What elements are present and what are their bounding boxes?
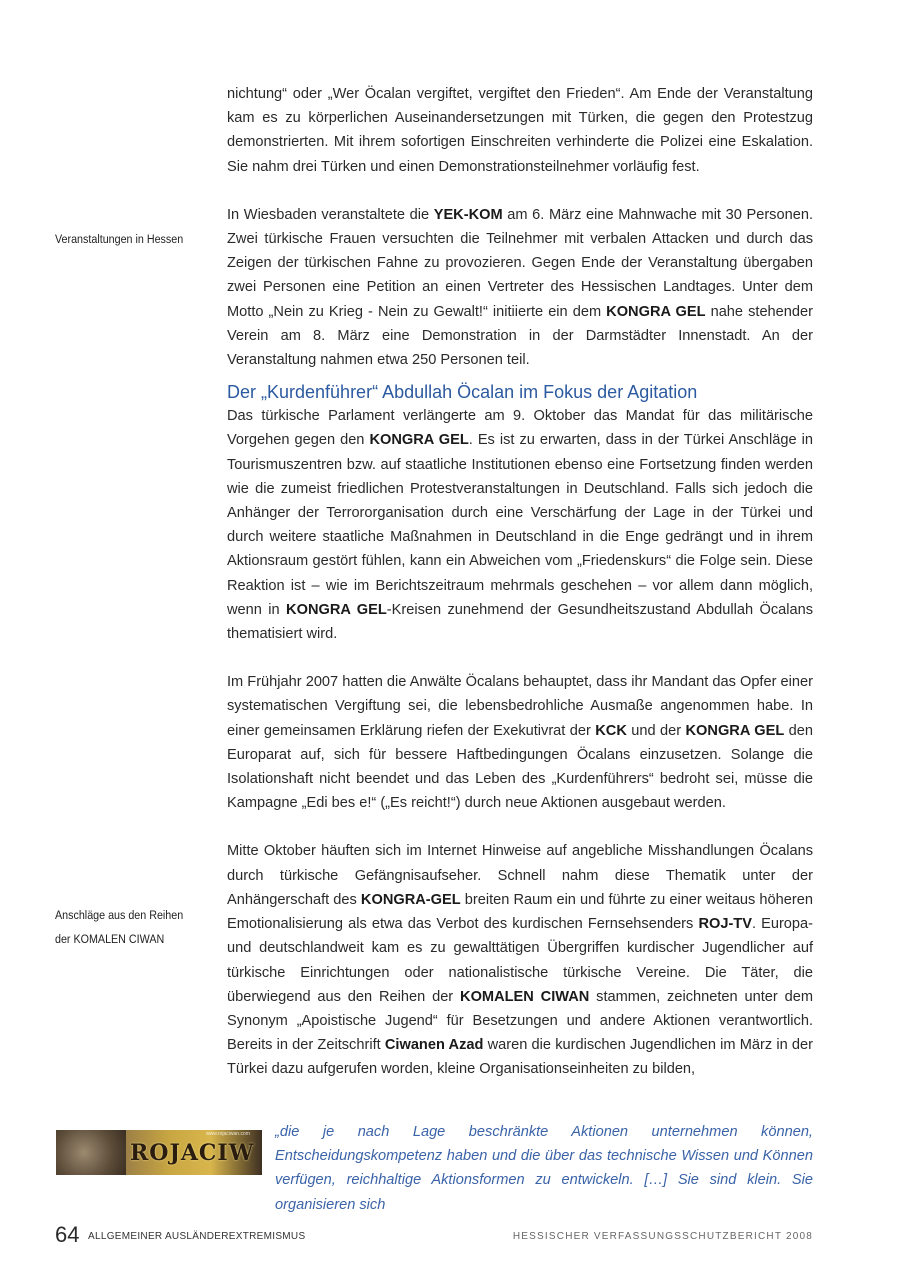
banner-logo-text: ROJACIW (130, 1140, 255, 1166)
margin-note-line1: Anschläge aus den Reihen (55, 908, 184, 922)
block-quote: „die je nach Lage beschränkte Aktionen unternehmen können, Entscheidungskompetenz haben und die über das technische Wissen und Können verfügen, reichhaltige Aktionsformen zu entwickeln. […] Sie sind klein. Sie organisieren sich (275, 1124, 813, 1213)
margin-note-line2: der KOMALEN CIWAN (55, 932, 165, 946)
paragraph-3: Das türkische Parlament verlängerte am 9. Oktober das Mandat für das militärische Vorgehen gegen den KONGRA GEL. Es ist zu erwarten, dass in der Türkei Anschläge in Tourismuszentren bzw. auf staatliche Institutionen ebenso eine Fortsetzung finden werden wie die zumeist friedlichen Protestveranstaltungen in Deutschland. Falls sich jedoch die Anhänger der Terrororganisation durch eine Verschärfung der Lage in der Türkei und durch weitere staatliche Maßnahmen in Deutschland in die Enge gedrängt und in ihrem Aktionsraum gestört fühlen, kann ein Abweichen vom „Friedenskurs“ die Folge sein. Diese Reaktion ist – wie im Berichtszeitraum mehrmals geschehen – vor allem dann möglich, wenn in KONGRA GEL-Kreisen zunehmend der Gesundheitszustand Abdullah Öcalans thematisiert wird. (227, 408, 814, 643)
margin-note-komalen (55, 903, 196, 951)
page-number: 64 (55, 1222, 80, 1247)
rojaciwan-banner-image (56, 1130, 262, 1175)
footer-publication-title: HESSISCHER VERFASSUNGSSCHUTZBERICHT 2008 (512, 1231, 813, 1242)
paragraph-1: nichtung“ oder „Wer Öcalan vergiftet, vergiftet den Frieden“. Am Ende der Veranstaltung kam es zu körperlichen Auseinandersetzungen mit Türken, die gegen den Protestzug demonstrierten. Mit ihrem sofortigen Einschreiten verhinderte die Polizei eine Eskalation. Sie nahm drei Türken und einen Demonstrationsteilnehmer vorläufig fest. (227, 86, 813, 175)
banner-photo (56, 1130, 126, 1175)
main-text-column (227, 82, 813, 1082)
paragraph-2: In Wiesbaden veranstaltete die YEK-KOM am 6. März eine Mahnwache mit 30 Personen. Zwei türkische Frauen versuchten die Teilnehmer mit verbalen Attacken und durch das Zeigen der türkischen Fahne zu provozieren. Gegen Ende der Veranstaltung übergaben zwei Personen eine Petition an einen Vertreter des Hessischen Landtages. Unter dem Motto „Nein zu Krieg - Nein zu Gewalt!“ initiierte ein dem KONGRA GEL nahe stehender Verein am 8. März eine Demonstration in der Darmstädter Innenstadt. An der Veranstaltung nahmen etwa 250 Personen teil. (227, 206, 814, 369)
paragraph-4: Im Frühjahr 2007 hatten die Anwälte Öcalans behauptet, dass ihr Mandant das Opfer einer systematischen Vergiftung sei, die lebensbedrohliche Ausmaße angenommen habe. In einer gemeinsamen Erklärung riefen der Exekutivrat der KCK und der KONGRA GEL den Europarat auf, sich für bessere Haftbedingungen Öcalans einzusetzen. Solange die Isolationshaft nicht beendet und das Leben des „Kurdenführers“ bedroht sei, müsse die Kampagne „Edi bes e!“ („Es reicht!“) durch neue Aktionen ausgebaut werden. (227, 674, 813, 812)
margin-note-hessen: Veranstaltungen in Hessen (55, 232, 184, 246)
paragraph-5: Mitte Oktober häuften sich im Internet Hinweise auf angebliche Misshandlungen Öcalans durch türkische Gefängnisaufseher. Schnell nahm diese Thematik unter der Anhängerschaft des KONGRA-GEL breiten Raum ein und führte zu einer weitaus höheren Emotionalisierung als etwa das Verbot des kurdischen Fernsehsenders ROJ-TV. Europa- und deutschlandweit kam es zu gewalttätigen Übergriffen kurdischer Jugendlicher auf türkische Einrichtungen oder nationalistische türkische Vereine. Die Täter, die überwiegend aus den Reihen der KOMALEN CIWAN stammen, zeichneten unter dem Synonym „Apoistische Jugend“ für Besetzungen und andere Aktionen verantwortlich. Bereits in der Zeitschrift Ciwanen Azad waren die kurdischen Jugendlichen im März in der Türkei dazu aufgerufen worden, kleine Organisationseinheiten zu bilden, (227, 843, 814, 1078)
section-heading: Der „Kurdenführer“ Abdullah Öcalan im Fokus der Agitation (227, 382, 698, 403)
footer-section-title: ALLGEMEINER AUSLÄNDEREXTREMISMUS (88, 1231, 306, 1242)
banner-url: www.rojaciwan.com (206, 1131, 250, 1137)
